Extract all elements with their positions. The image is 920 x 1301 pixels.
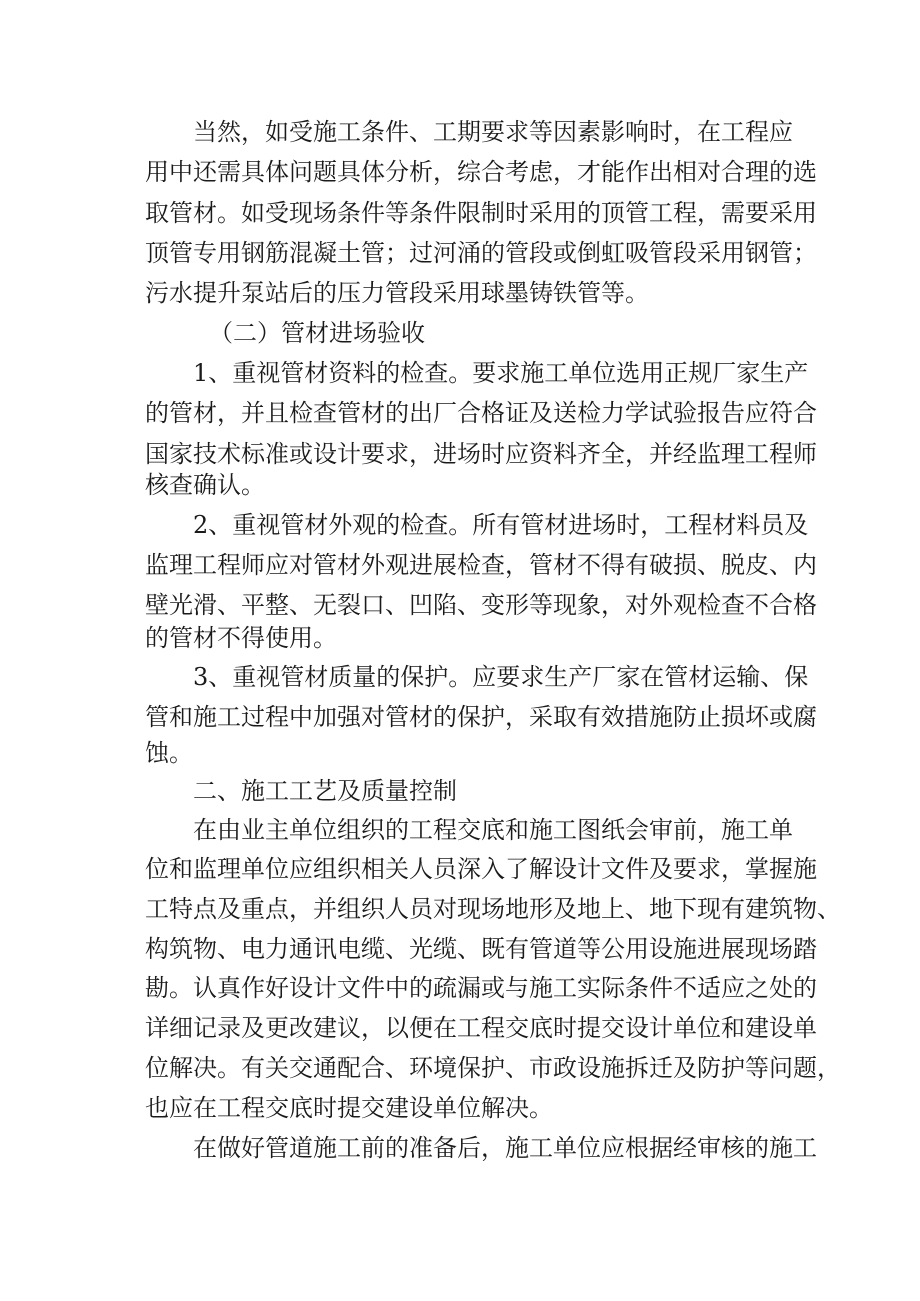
text-line: 管和施工过程中加强对管材的保护，采取有效措施防止损坏或腐 xyxy=(145,703,817,731)
text-line: 也应在工程交底时提交建设单位解决。 xyxy=(145,1094,553,1122)
text-line: 勘。认真作好设计文件中的疏漏或与施工实际条件不适应之处的 xyxy=(145,974,817,1002)
text-line: 的管材，并且检查管材的出厂合格证及送检力学试验报告应符合 xyxy=(145,399,817,427)
text-line: 监理工程师应对管材外观进展检查，管材不得有破损、脱皮、内 xyxy=(145,551,817,579)
text-line: 2、重视管材外观的检查。所有管材进场时，工程材料员及 xyxy=(193,511,809,539)
text-line: 工特点及重点，并组织人员对现场地形及地上、地下现有建筑物、 xyxy=(145,895,841,923)
text-line: 详细记录及更改建议，以便在工程交底时提交设计单位和建设单 xyxy=(145,1014,817,1042)
text-line: 3、重视管材质量的保护。应要求生产厂家在管材运输、保 xyxy=(193,663,809,691)
text-line: 用中还需具体问题具体分析，综合考虑，才能作出相对合理的选 xyxy=(145,158,817,186)
text-line: 国家技术标准或设计要求，进场时应资料齐全，并经监理工程师 xyxy=(145,440,817,468)
text-line: 位解决。有关交通配合、环境保护、市政设施拆迁及防护等问题， xyxy=(145,1054,841,1082)
text-line: 取管材。如受现场条件等条件限制时采用的顶管工程，需要采用 xyxy=(145,199,817,227)
text-line: 蚀。 xyxy=(145,739,193,767)
section-heading-construction-quality: 二、施工工艺及质量控制 xyxy=(193,777,457,805)
text-line: 污水提升泵站后的压力管段采用球墨铸铁管等。 xyxy=(145,279,649,307)
text-line: 在做好管道施工前的准备后，施工单位应根据经审核的施工 xyxy=(193,1134,817,1162)
text-line: 位和监理单位应组织相关人员深入了解设计文件及要求，掌握施 xyxy=(145,855,817,883)
text-line: 1、重视管材资料的检查。要求施工单位选用正规厂家生产 xyxy=(193,359,809,387)
text-line: 的管材不得使用。 xyxy=(145,624,337,652)
text-line: 构筑物、电力通讯电缆、光缆、既有管道等公用设施进展现场踏 xyxy=(145,935,817,963)
text-line: 核查确认。 xyxy=(145,471,265,499)
text-line: 在由业主单位组织的工程交底和施工图纸会审前，施工单 xyxy=(193,816,793,844)
text-line: 顶管专用钢筋混凝土管；过河涌的管段或倒虹吸管段采用钢管； xyxy=(145,239,817,267)
section-heading-material-acceptance: （二）管材进场验收 xyxy=(209,319,425,347)
text-line: 壁光滑、平整、无裂口、凹陷、变形等现象，对外观检查不合格 xyxy=(145,591,817,619)
text-line: 当然，如受施工条件、工期要求等因素影响时，在工程应 xyxy=(193,118,793,146)
